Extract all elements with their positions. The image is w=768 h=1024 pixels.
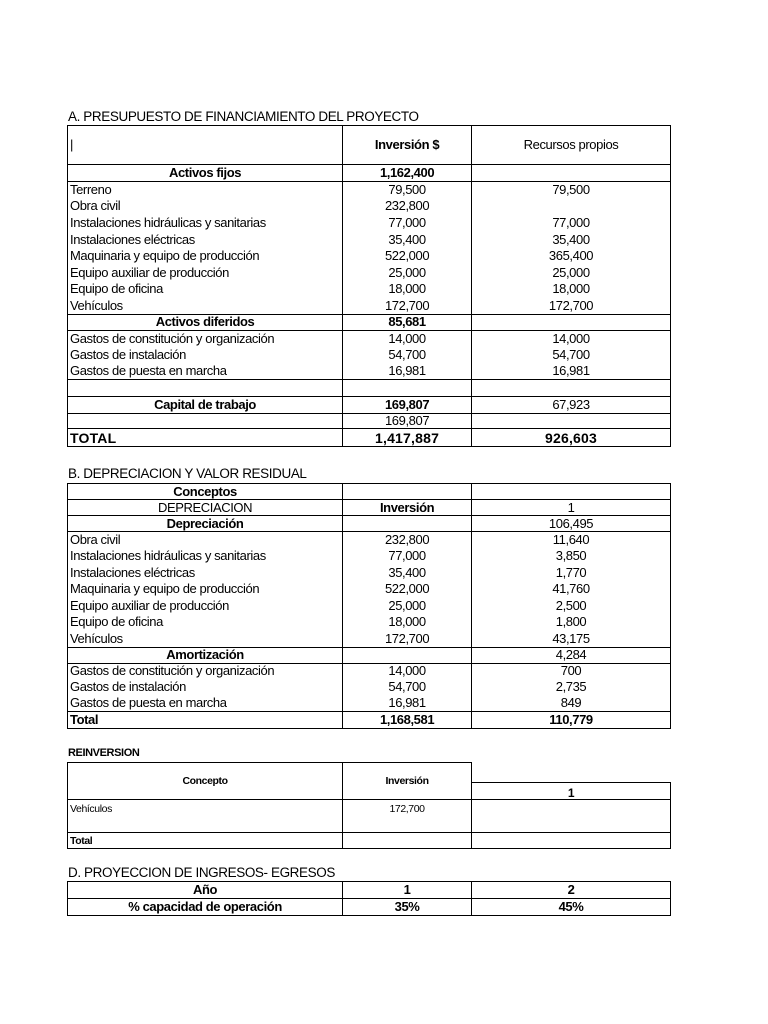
row-value: 2,735	[472, 679, 671, 695]
table-row	[68, 598, 671, 615]
d-year-2: 2	[472, 882, 671, 899]
total-row	[68, 429, 671, 447]
row-value: 77,000	[343, 548, 472, 565]
row-value: 849	[472, 696, 671, 712]
row-concept: Equipo auxiliar de producción	[68, 264, 343, 281]
spacer-row	[68, 380, 671, 397]
depreciation-table	[67, 483, 671, 729]
row-value: 54,700	[343, 679, 472, 695]
table-row	[68, 248, 671, 265]
b-total-row	[68, 712, 671, 729]
row-concept: Gastos de puesta en marcha	[68, 696, 343, 712]
row-value: 18,000	[472, 281, 671, 298]
header-cursor-cell[interactable]: |	[68, 126, 343, 165]
depreciacion-head: DEPRECIACION	[68, 500, 343, 516]
amortizacion-label: Amortización	[68, 647, 343, 663]
d-year-1: 1	[343, 882, 472, 899]
row-value: 700	[472, 663, 671, 679]
table-row	[68, 581, 671, 598]
capital-label: Capital de trabajo	[68, 397, 343, 414]
total-label: TOTAL	[68, 429, 343, 447]
row-value: 77,000	[472, 215, 671, 232]
b-total-inversion: 1,168,581	[343, 712, 472, 729]
row-concept: Gastos de constitución y organización	[68, 663, 343, 679]
conceptos-label: Conceptos	[68, 484, 343, 500]
row-value: 35,400	[472, 231, 671, 248]
row-value: 16,981	[343, 363, 472, 380]
table-row	[68, 696, 671, 712]
row-value: 18,000	[343, 281, 472, 298]
table-row	[68, 198, 671, 215]
c-vehiculos-label: Vehículos	[68, 800, 343, 833]
section-d-title: D. PROYECCION DE INGRESOS- EGRESOS	[68, 865, 335, 880]
table-row	[68, 298, 671, 315]
section-b-title: B. DEPRECIACION Y VALOR RESIDUAL	[68, 466, 307, 481]
row-concept: Vehículos	[68, 631, 343, 648]
row-value: 522,000	[343, 581, 472, 598]
c-header-concept: Concepto	[68, 763, 343, 800]
depreciacion-header-row	[68, 500, 671, 516]
total-inversion: 1,417,887	[343, 429, 472, 447]
row-concept: Equipo de oficina	[68, 614, 343, 631]
capital-inversion-2: 169,807	[343, 414, 472, 429]
amortizacion-value: 4,284	[472, 647, 671, 663]
table-header-row	[68, 126, 671, 165]
row-value	[472, 198, 671, 215]
empty-cell	[343, 484, 472, 500]
table-row	[68, 532, 671, 549]
financing-budget-table	[67, 125, 671, 447]
activos-diferidos-label: Activos diferidos	[68, 314, 343, 330]
row-concept: Gastos de instalación	[68, 347, 343, 364]
row-value: 79,500	[472, 182, 671, 199]
row-value: 522,000	[343, 248, 472, 265]
empty-cell	[68, 380, 343, 397]
row-concept: Equipo de oficina	[68, 281, 343, 298]
row-value: 1,770	[472, 565, 671, 582]
c-total-label: Total	[68, 833, 343, 849]
row-concept: Instalaciones hidráulicas y sanitarias	[68, 548, 343, 565]
row-value: 14,000	[343, 663, 472, 679]
projection-table	[67, 881, 671, 916]
table-row	[68, 264, 671, 281]
row-value: 25,000	[343, 598, 472, 615]
row-concept: Maquinaria y equipo de producción	[68, 581, 343, 598]
row-concept: Equipo auxiliar de producción	[68, 598, 343, 615]
table-row	[68, 330, 671, 347]
row-value: 232,800	[343, 532, 472, 549]
empty-cell	[343, 380, 472, 397]
table-row	[68, 182, 671, 199]
b-total-value: 110,779	[472, 712, 671, 729]
amortizacion-row	[68, 647, 671, 663]
row-value: 79,500	[343, 182, 472, 199]
conceptos-row	[68, 484, 671, 500]
row-value: 1,800	[472, 614, 671, 631]
capital-row-2	[68, 414, 671, 429]
reinversion-table	[67, 762, 671, 849]
row-value: 41,760	[472, 581, 671, 598]
table-row	[68, 565, 671, 582]
row-concept: Maquinaria y equipo de producción	[68, 248, 343, 265]
b-total-label: Total	[68, 712, 343, 729]
inversion-head: Inversión	[343, 500, 472, 516]
row-value: 365,400	[472, 248, 671, 265]
row-value: 16,981	[472, 363, 671, 380]
empty-cell	[472, 484, 671, 500]
empty-cell	[343, 516, 472, 532]
row-value: 3,850	[472, 548, 671, 565]
section-a-title: A. PRESUPUESTO DE FINANCIAMIENTO DEL PROYECTO	[68, 109, 419, 124]
c-vehiculos-row	[68, 800, 671, 833]
d-capacity-2: 45%	[472, 899, 671, 916]
row-value: 2,500	[472, 598, 671, 615]
empty-cell	[472, 763, 671, 783]
capital-inversion: 169,807	[343, 397, 472, 414]
row-value: 25,000	[343, 264, 472, 281]
total-recursos: 926,603	[472, 429, 671, 447]
row-value: 54,700	[472, 347, 671, 364]
empty-cell	[472, 165, 671, 182]
table-row	[68, 679, 671, 695]
d-capacity-1: 35%	[343, 899, 472, 916]
row-value: 35,400	[343, 565, 472, 582]
header-recursos-propios: Recursos propios	[472, 126, 671, 165]
empty-cell	[472, 800, 671, 833]
header-inversion: Inversión $	[343, 126, 472, 165]
row-concept: Gastos de constitución y organización	[68, 330, 343, 347]
capital-recursos: 67,923	[472, 397, 671, 414]
table-row	[68, 631, 671, 648]
row-concept: Vehículos	[68, 298, 343, 315]
row-value: 54,700	[343, 347, 472, 364]
table-row	[68, 363, 671, 380]
activos-diferidos-row	[68, 314, 671, 330]
table-row	[68, 663, 671, 679]
empty-cell	[472, 380, 671, 397]
row-concept: Obra civil	[68, 198, 343, 215]
row-value: 43,175	[472, 631, 671, 648]
table-row	[68, 215, 671, 232]
d-capacity-row	[68, 899, 671, 916]
row-concept: Terreno	[68, 182, 343, 199]
empty-cell	[472, 314, 671, 330]
activos-fijos-total: 1,162,400	[343, 165, 472, 182]
row-concept: Instalaciones eléctricas	[68, 565, 343, 582]
table-row	[68, 548, 671, 565]
depreciacion-row	[68, 516, 671, 532]
row-concept: Obra civil	[68, 532, 343, 549]
row-concept: Gastos de puesta en marcha	[68, 363, 343, 380]
depreciacion-value: 106,495	[472, 516, 671, 532]
depreciacion-label: Depreciación	[68, 516, 343, 532]
row-value: 35,400	[343, 231, 472, 248]
row-concept: Instalaciones hidráulicas y sanitarias	[68, 215, 343, 232]
row-value: 14,000	[472, 330, 671, 347]
c-header-inversion: Inversión	[343, 763, 472, 800]
c-header-row	[68, 763, 671, 783]
row-value: 11,640	[472, 532, 671, 549]
table-row	[68, 281, 671, 298]
row-value: 232,800	[343, 198, 472, 215]
empty-cell	[472, 833, 671, 849]
table-row	[68, 231, 671, 248]
empty-cell	[472, 414, 671, 429]
activos-diferidos-total: 85,681	[343, 314, 472, 330]
row-value: 172,700	[343, 631, 472, 648]
c-header-year: 1	[472, 783, 671, 800]
row-value: 16,981	[343, 696, 472, 712]
activos-fijos-label: Activos fijos	[68, 165, 343, 182]
table-row	[68, 347, 671, 364]
row-value: 25,000	[472, 264, 671, 281]
row-value: 172,700	[343, 298, 472, 315]
section-c-title: REINVERSION	[68, 747, 140, 759]
empty-cell	[343, 647, 472, 663]
table-row	[68, 614, 671, 631]
row-value: 18,000	[343, 614, 472, 631]
row-concept: Instalaciones eléctricas	[68, 231, 343, 248]
activos-fijos-row	[68, 165, 671, 182]
row-value: 77,000	[343, 215, 472, 232]
row-value: 172,700	[472, 298, 671, 315]
d-year-row	[68, 882, 671, 899]
year-1-head: 1	[472, 500, 671, 516]
d-capacity-label: % capacidad de operación	[68, 899, 343, 916]
capital-row	[68, 397, 671, 414]
row-value: 14,000	[343, 330, 472, 347]
empty-cell	[343, 833, 472, 849]
empty-cell	[68, 414, 343, 429]
c-total-row	[68, 833, 671, 849]
c-vehiculos-inversion: 172,700	[343, 800, 472, 833]
d-year-label: Año	[68, 882, 343, 899]
row-concept: Gastos de instalación	[68, 679, 343, 695]
